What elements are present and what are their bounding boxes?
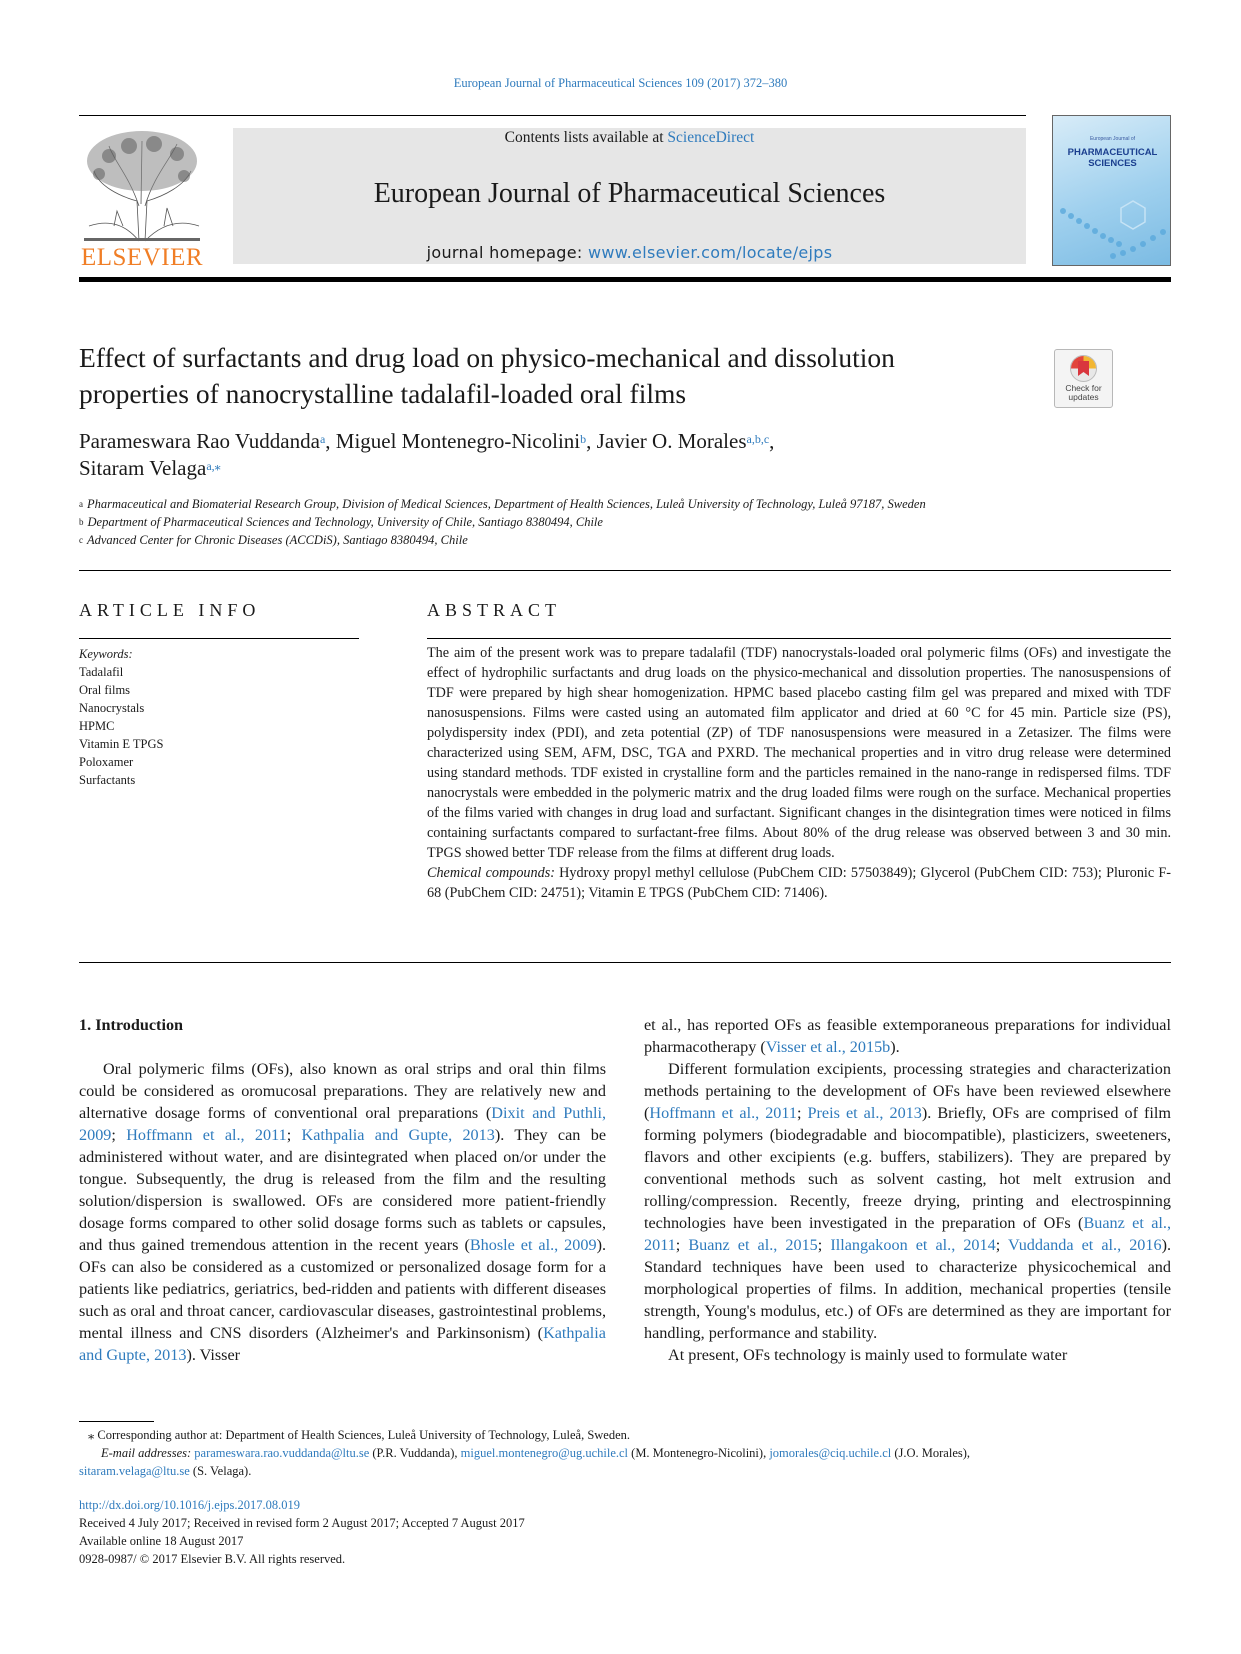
section-rule [79, 962, 1171, 963]
affiliation-text: Advanced Center for Chronic Diseases (ACCDiS), Santiago 8380494, Chile [87, 533, 468, 547]
body-paragraph [644, 1344, 1171, 1366]
crossmark-icon [1069, 354, 1098, 383]
keyword-item: HPMC [79, 719, 115, 733]
article-title-line2: properties of nanocrystalline tadalafil-loaded oral films [79, 378, 687, 409]
body-text: ). They can be administered without water, and are disintegrated when placed on/or under the tongue. Subsequently, the drug is released from the film and the resulting solution/dispersion is swallowed. OFs are considered more patient-friendly dosage forms compared to other solid dosage forms such as tablets or capsules, and thus gained tremendous attention in the recent years ( [79, 1126, 607, 1254]
journal-title: European Journal of Pharmaceutical Sciences [373, 178, 886, 209]
abstract-heading: ABSTRACT [427, 600, 562, 620]
citation-link[interactable]: Hoffmann et al., 2011 [649, 1104, 797, 1122]
email-label: E-mail addresses: [101, 1446, 195, 1460]
homepage-link[interactable]: www.elsevier.com/locate/ejps [587, 243, 833, 262]
article-title-line1: Effect of surfactants and drug load on physico-mechanical and dissolution [79, 342, 895, 373]
keywords-label: Keywords: [79, 647, 133, 661]
crossmark-label-2: updates [1068, 392, 1099, 402]
article-title [79, 340, 1039, 412]
keyword-item: Nanocrystals [79, 701, 145, 715]
journal-reference[interactable]: European Journal of Pharmaceutical Sciences 109 (2017) 372–380 [453, 76, 788, 90]
journal-cover-thumbnail[interactable] [1052, 115, 1171, 266]
author-affiliation-sup[interactable]: a [319, 432, 326, 446]
email-owner: (J.O. Morales), [891, 1446, 971, 1460]
affiliation-list [79, 495, 1169, 549]
body-text: Different formulation excipients, processing strategies and characterization methods pertaining to the development of OFs have been reviewed elsewhere ( [644, 1060, 1171, 1122]
cover-molecule-graphic [1053, 116, 1171, 266]
chemical-compounds-text: Hydroxy propyl methyl cellulose (PubChem CID: 57503849); Glycerol (PubChem CID: 753); Pluronic F-68 (PubChem CID: 24751); Vitamin E TPGS (PubChem CID: 71406). [427, 865, 1171, 901]
contents-line [233, 129, 1026, 147]
top-rule [79, 115, 1026, 116]
affiliation-item [79, 495, 1169, 513]
keyword-item: Vitamin E TPGS [79, 737, 164, 751]
author-affiliation-sup[interactable]: a,⁎ [206, 459, 221, 473]
publication-info [79, 1496, 879, 1568]
citation-link[interactable]: Illangakoon et al., 2014 [830, 1236, 996, 1254]
keyword-item: Poloxamer [79, 755, 134, 769]
contents-prefix: Contents lists available at [504, 129, 668, 146]
body-right-column [644, 1014, 1171, 1366]
affiliation-text: Pharmaceutical and Biomaterial Research Group, Division of Medical Sciences, Department of Health Sciences, Luleå University of Technology, Luleå 97187, Sweden [87, 497, 926, 511]
author-separator: , [325, 429, 336, 453]
email-link[interactable]: miguel.montenegro@ug.uchile.cl [460, 1446, 629, 1460]
body-text: At present, OFs technology is mainly used to formulate water [668, 1346, 1068, 1364]
homepage-line [233, 243, 1026, 262]
corresponding-mark: ⁎ [88, 1428, 95, 1442]
abstract-rule [427, 638, 1171, 639]
body-text: ; [817, 1236, 831, 1254]
email-link[interactable]: parameswara.rao.vuddanda@ltu.se [194, 1446, 370, 1460]
citation-link[interactable]: Dixit and Puthli, 2009 [79, 1104, 606, 1144]
body-text: ; [286, 1126, 302, 1144]
author-separator: , [769, 429, 775, 453]
body-text: ; [111, 1126, 127, 1144]
body-text: ; [995, 1236, 1008, 1254]
keyword-item: Tadalafil [79, 665, 124, 679]
affiliation-sup: b [79, 517, 84, 527]
abstract-body [427, 643, 1171, 903]
affiliation-item [79, 513, 1169, 531]
citation-link[interactable]: Preis et al., 2013 [807, 1104, 922, 1122]
author-separator: , [586, 429, 597, 453]
cover-subtitle: European Journal of [1089, 136, 1136, 142]
keyword-item: Surfactants [79, 773, 136, 787]
body-text: ). Standard techniques have been used to characterize physicochemical and morphological properties of films. In addition, mechanical properties (tensile strength, Young's modulus, etc.) of OFs are determined as they are important for handling, performance and stability. [644, 1236, 1172, 1342]
body-text: ; [675, 1236, 689, 1254]
email-owner: (P.R. Vuddanda), [369, 1446, 461, 1460]
citation-link[interactable]: Kathpalia and Gupte, 2013 [301, 1126, 495, 1144]
citation-link[interactable]: Visser et al., 2015b [765, 1038, 891, 1056]
email-owner: (S. Velaga). [189, 1464, 252, 1478]
sciencedirect-link[interactable]: ScienceDirect [667, 129, 755, 146]
author-affiliation-sup[interactable]: b [580, 432, 587, 446]
copyright-line: 0928-0987/ © 2017 Elsevier B.V. All rights reserved. [79, 1552, 346, 1566]
body-text: ). Briefly, OFs are comprised of film forming polymers (biodegradable and biocompatible), plasticizers, sweeteners, flavors and other excipients (e.g. buffers, stabilizers). They are prepared by conventional methods such as solvent casting, hot melt extrusion and rolling/compression. Recently, freeze drying, printing and electrospinning technologies have been investigated in the preparation of OFs ( [644, 1104, 1172, 1232]
body-paragraph [644, 1058, 1171, 1344]
email-addresses [79, 1444, 1171, 1462]
email-owner: (M. Montenegro-Nicolini), [628, 1446, 770, 1460]
doi-link[interactable]: http://dx.doi.org/10.1016/j.ejps.2017.08.019 [79, 1498, 300, 1512]
body-text: Oral polymeric films (OFs), also known as oral strips and oral thin films could be considered as oromucosal preparations. They are relatively new and alternative dosage forms of conventional oral preparations ( [79, 1060, 606, 1122]
author-name: Javier O. Morales [596, 429, 747, 453]
article-info-heading: ARTICLE INFO [79, 600, 261, 620]
body-text: et al., has reported OFs as feasible extemporaneous preparations for individual pharmacotherapy ( [644, 1016, 1171, 1056]
chemical-compounds-label: Chemical compounds: [427, 865, 555, 881]
abstract-paragraph: The aim of the present work was to prepare tadalafil (TDF) nanocrystals-loaded oral polymeric films (OFs) and investigate the effect of hydrophilic surfactants and drug loads on the physico-mechanical and dissolution properties. The nanosuspensions of TDF were prepared by high shear homogenization. HPMC based placebo casting film gel was prepared and mixed with TDF nanosuspensions. Films were casted using an automated film applicator and dried at 60 °C for 45 min. Particle size (PS), polydispersity index (PDI), and zeta potential (ZP) of TDF nanosuspensions were measured in a Zetasizer. The films were characterized using SEM, AFM, DSC, TGA and PXRD. The mechanical properties and in vitro drug release were determined using standard methods. TDF existed in crystalline form and the particles remained in the nano-range in redispersed films. TDF nanocrystals were embedded in the polymeric matrix and the drug loaded films were rough on the surface. Mechanical properties of the films varied with changes in drug load and surfactant. Significant changes in the disintegration times were noticed in films containing surfactants compared to surfactant-free films. About 80% of the drug release was observed between 3 and 30 min. TPGS showed better TDF release from the films at different drug loads. [427, 645, 1171, 861]
body-paragraph [644, 1014, 1171, 1058]
footnotes [79, 1426, 1171, 1480]
check-for-updates-button[interactable] [1054, 349, 1113, 408]
keyword-item: Oral films [79, 683, 131, 697]
body-text: ). Visser [186, 1346, 241, 1364]
section-rule [79, 570, 1171, 571]
email-link[interactable]: jomorales@ciq.uchile.cl [769, 1446, 892, 1460]
citation-link[interactable]: Kathpalia and Gupte, 2013 [79, 1324, 606, 1364]
citation-link[interactable]: Vuddanda et al., 2016 [1007, 1236, 1162, 1254]
affiliation-item [79, 531, 1169, 549]
author-list [79, 428, 1079, 482]
citation-link[interactable]: Buanz et al., 2011 [644, 1214, 1171, 1254]
body-text: ; [796, 1104, 808, 1122]
body-text: ). OFs can also be considered as a customized or personalized dosage form for a patients like pediatrics, geriatrics, bed-ridden and patients with different diseases such as oral and throat cancer, cardiovascular diseases, gastrointestinal problems, mental illness and CNS disorders (Alzheimer's and Parkinsonism) ( [79, 1236, 606, 1342]
chemical-compounds [427, 863, 1171, 903]
affiliation-text: Department of Pharmaceutical Sciences and Technology, University of Chile, Santiago 8380494, Chile [87, 515, 603, 529]
affiliation-sup: c [79, 535, 83, 545]
email-addresses-cont [79, 1462, 1171, 1480]
elsevier-wordmark: ELSEVIER [80, 244, 204, 271]
corresponding-text: Corresponding author at: Department of Health Sciences, Luleå University of Technology, Luleå, Sweden. [94, 1428, 631, 1442]
author-name: Miguel Montenegro-Nicolini [335, 429, 581, 453]
corresponding-author-note [79, 1426, 1171, 1444]
body-left-column [79, 1014, 606, 1366]
keywords-block [79, 645, 359, 789]
crossmark-label-1: Check for [1065, 383, 1102, 393]
homepage-prefix: journal homepage: [426, 243, 588, 262]
email-link[interactable]: sitaram.velaga@ltu.se [79, 1464, 190, 1478]
citation-link[interactable]: Bhosle et al., 2009 [469, 1236, 597, 1254]
received-dates: Received 4 July 2017; Received in revised form 2 August 2017; Accepted 7 August 2017 [79, 1516, 525, 1530]
citation-link[interactable]: Buanz et al., 2015 [688, 1236, 818, 1254]
cover-title: PHARMACEUTICAL SCIENCES [1067, 147, 1158, 169]
author-affiliation-sup[interactable]: a,b,c [746, 432, 770, 446]
available-online: Available online 18 August 2017 [79, 1534, 244, 1548]
article-info-rule [79, 638, 359, 639]
affiliation-sup: a [79, 499, 83, 509]
author-name: Parameswara Rao Vuddanda [79, 429, 320, 453]
header-thick-rule [79, 277, 1171, 282]
footnote-rule [79, 1421, 154, 1422]
author-name: Sitaram Velaga [79, 456, 207, 480]
introduction-heading: 1. Introduction [79, 1016, 184, 1034]
body-text: ). [890, 1038, 900, 1056]
body-paragraph [79, 1058, 606, 1366]
citation-link[interactable]: Hoffmann et al., 2011 [126, 1126, 287, 1144]
